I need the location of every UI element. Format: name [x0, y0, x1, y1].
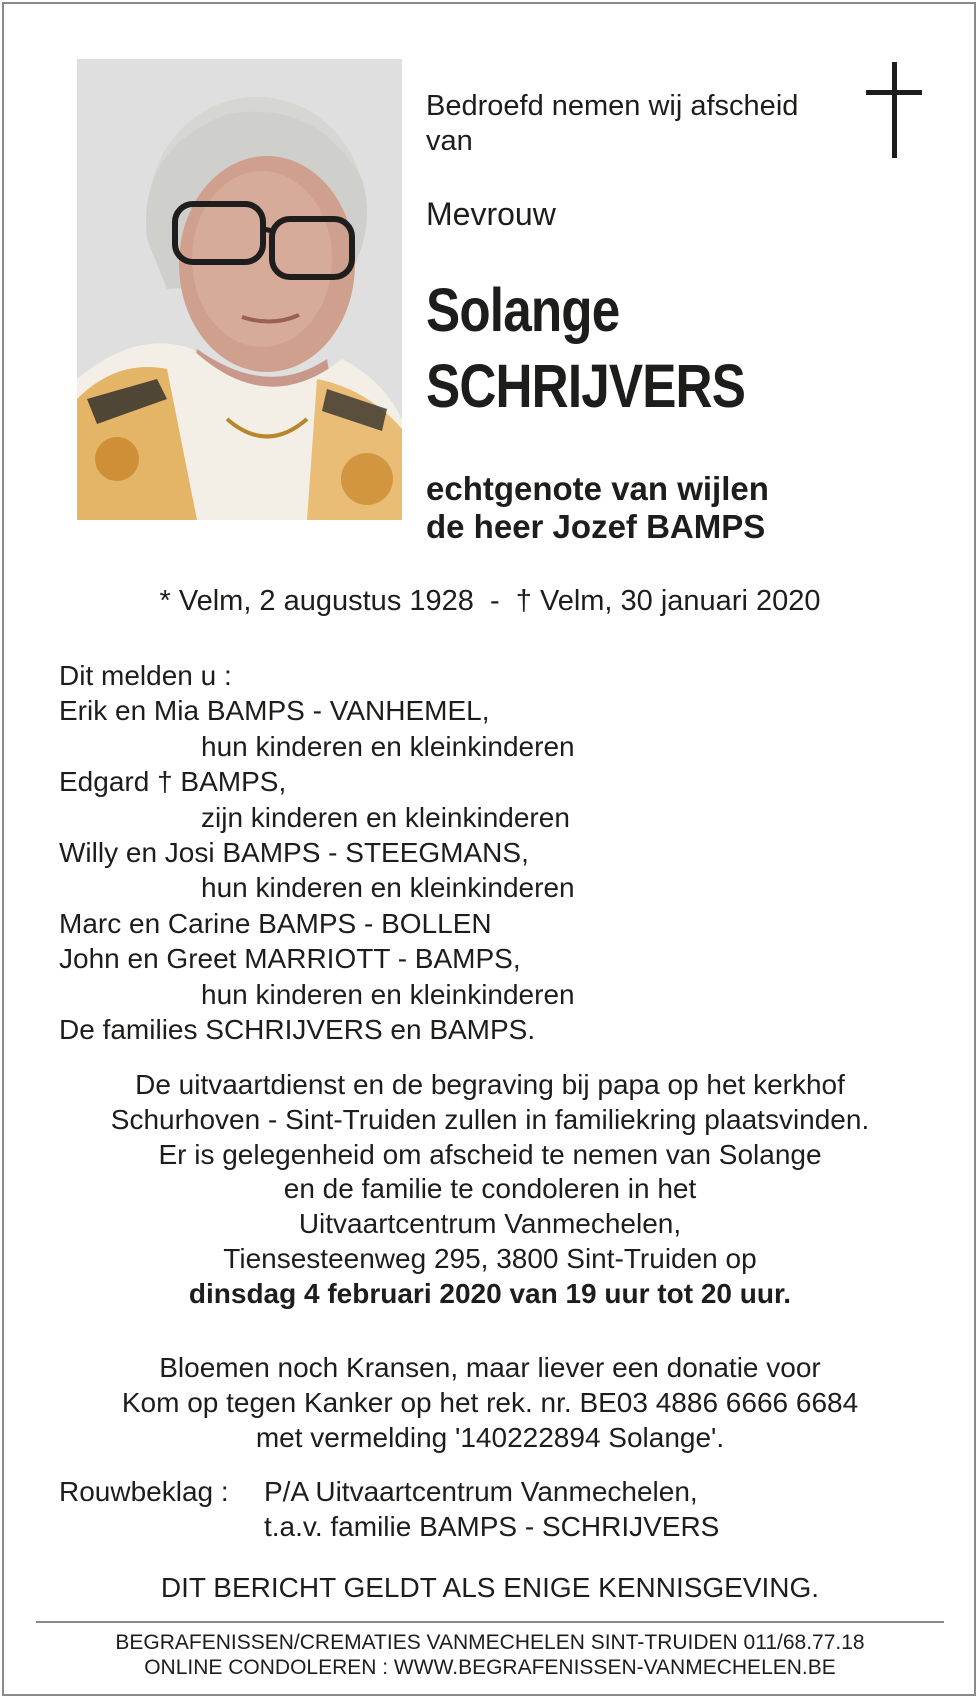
condolence-line-2: t.a.v. familie BAMPS - SCHRIJVERS	[264, 1511, 720, 1542]
list-item: zijn kinderen en kleinkinderen	[201, 801, 570, 833]
family-list	[59, 658, 919, 1047]
service-line: De uitvaartdienst en de begraving bij papa op het kerkhof	[135, 1069, 845, 1100]
footer-line-1: BEGRAFENISSEN/CREMATIES VANMECHELEN SINT-TRUIDEN 011/68.77.18	[115, 1631, 865, 1654]
intro-line-2: van	[426, 125, 473, 157]
list-item: hun kinderen en kleinkinderen	[201, 978, 575, 1010]
list-item: Marc en Carine BAMPS - BOLLEN	[59, 907, 492, 939]
spouse-line-1: echtgenote van wijlen	[426, 470, 769, 507]
first-name: Solange	[426, 276, 620, 344]
service-line: Schurhoven - Sint-Truiden zullen in familiekring plaatsvinden.	[110, 1103, 870, 1135]
service-line: Er is gelegenheid om afscheid te nemen van Solange	[158, 1138, 822, 1170]
intro-line-1: Bedroefd nemen wij afscheid	[426, 90, 799, 122]
funeral-service-info	[0, 1068, 980, 1312]
service-line: en de familie te condoleren in het	[283, 1173, 697, 1205]
spouse-info	[426, 470, 769, 546]
condolence-label: Rouwbeklag :	[59, 1476, 229, 1507]
cross-icon	[866, 62, 922, 158]
list-item: Willy en Josi BAMPS - STEEGMANS,	[59, 837, 529, 869]
honorific: Mevrouw	[426, 196, 556, 232]
list-item: hun kinderen en kleinkinderen	[201, 730, 575, 762]
list-item: hun kinderen en kleinkinderen	[201, 872, 575, 904]
footer	[0, 1630, 980, 1680]
list-item: Edgard † BAMPS,	[59, 766, 287, 798]
portrait-photo	[77, 59, 402, 520]
service-line: Uitvaartcentrum Vanmechelen,	[298, 1208, 682, 1240]
list-item: Erik en Mia BAMPS - VANHEMEL,	[59, 695, 490, 727]
condolence-line-1: P/A Uitvaartcentrum Vanmechelen,	[264, 1476, 698, 1507]
service-line: Tiensesteenweg 295, 3800 Sint-Truiden op	[223, 1242, 757, 1274]
divider	[36, 1621, 944, 1623]
donation-line: met vermelding '140222894 Solange'.	[255, 1422, 725, 1453]
condolence-address	[59, 1474, 719, 1544]
donation-line: Bloemen noch Kransen, maar liever een donatie voor	[159, 1352, 821, 1383]
deceased-name	[426, 272, 745, 424]
last-name: SCHRIJVERS	[426, 352, 746, 420]
list-item: De families SCHRIJVERS en BAMPS.	[59, 1014, 536, 1046]
spouse-line-2: de heer Jozef BAMPS	[426, 508, 766, 545]
donation-line: Kom op tegen Kanker op het rek. nr. BE03 4886 6666 6684	[121, 1387, 859, 1418]
intro-text	[426, 89, 846, 159]
list-item: Dit melden u :	[59, 660, 232, 691]
birth-death-dates: * Velm, 2 augustus 1928 - † Velm, 30 januari 2020	[159, 585, 821, 617]
donation-info	[0, 1350, 980, 1455]
list-item: John en Greet MARRIOTT - BAMPS,	[59, 943, 521, 975]
visitation-date: dinsdag 4 februari 2020 van 19 uur tot 20 uur.	[188, 1277, 792, 1309]
footer-line-2: ONLINE CONDOLEREN : WWW.BEGRAFENISSEN-VANMECHELEN.BE	[144, 1656, 836, 1679]
notice-text: DIT BERICHT GELDT ALS ENIGE KENNISGEVING.	[160, 1572, 820, 1603]
